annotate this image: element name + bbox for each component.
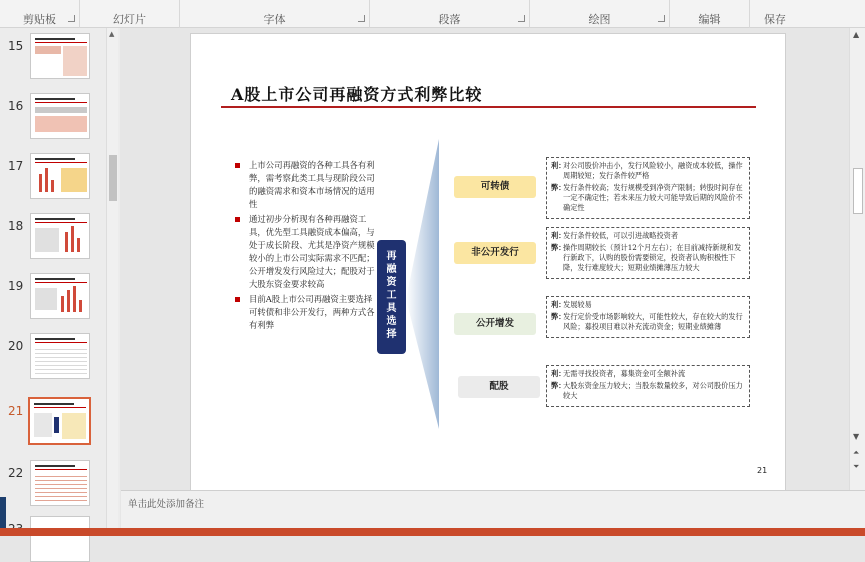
ribbon-group-font[interactable] <box>180 0 370 28</box>
ribbon-group-paragraph[interactable] <box>370 0 530 28</box>
dialog-launcher-icon[interactable] <box>358 15 365 22</box>
slide-thumbnail[interactable] <box>0 153 105 205</box>
dialog-launcher-icon[interactable] <box>518 15 525 22</box>
slide-number: 22 <box>8 466 24 480</box>
slide-canvas[interactable] <box>190 33 786 508</box>
bullet-marker-icon <box>235 297 240 302</box>
slide-number: 18 <box>8 219 24 233</box>
ribbon-group-label: 保存 <box>764 13 786 26</box>
tool-label-convertible[interactable]: 可转债 <box>454 176 536 198</box>
pros-marker: 利： <box>551 369 566 378</box>
slide-editor <box>121 28 849 490</box>
ribbon-group-drawing[interactable] <box>530 0 670 28</box>
cons-text: 大股东资金压力较大；当股东数量较多，对公司股价压力较大 <box>563 381 743 400</box>
status-bar <box>0 528 865 536</box>
bullet-marker-icon <box>235 163 240 168</box>
ribbon-group-label: 字体 <box>263 13 286 26</box>
center-label-box[interactable] <box>377 240 406 354</box>
slide-page-number: 21 <box>757 466 768 475</box>
dialog-launcher-icon[interactable] <box>68 15 75 22</box>
slide-thumbnail-image[interactable] <box>30 213 90 259</box>
tool-note-rights-issue[interactable] <box>546 365 750 407</box>
slide-thumbnail-image[interactable] <box>30 460 90 506</box>
cons-text: 操作周期较长（预计12个月左右）；在目前减持新规和发行新政下，认购的股份需要锁定，投资者认购积极性下降，发行难度较大；短期业绩摊薄压力较大 <box>563 243 742 272</box>
slide-thumbnail[interactable] <box>0 333 105 385</box>
tool-note-convertible[interactable] <box>546 157 750 219</box>
slide-thumbnail-image[interactable] <box>30 33 90 79</box>
previous-slide-icon[interactable]: ⏶ <box>853 448 860 457</box>
cons-text: 发行条件较高；发行规模受到净资产限制；转股时间存在一定不确定性；若未来压力较大可能导致后期的风险价不确定性 <box>563 183 743 212</box>
cons-marker: 弊： <box>551 243 566 252</box>
pros-text: 发展较易 <box>563 300 592 309</box>
ribbon-group-save[interactable] <box>750 0 800 28</box>
notes-placeholder[interactable]: 单击此处添加备注 <box>128 499 205 510</box>
cons-marker: 弊： <box>551 183 566 192</box>
cons-marker: 弊： <box>551 312 566 321</box>
bullet-text: 目前A股上市公司再融资主要选择可转债和非公开发行，两种方式各有利弊 <box>249 294 375 330</box>
bullet-item <box>235 159 375 211</box>
pros-marker: 利： <box>551 231 566 240</box>
slide-number: 16 <box>8 99 24 113</box>
ribbon-group-label: 幻灯片 <box>113 13 146 26</box>
thumbnail-scrollbar[interactable] <box>106 28 118 528</box>
slide-number: 17 <box>8 159 24 173</box>
slide-thumbnail[interactable] <box>0 516 105 528</box>
slide-number: 19 <box>8 279 24 293</box>
slide-thumbnail-image[interactable] <box>28 397 91 445</box>
pros-marker: 利： <box>551 161 566 170</box>
ribbon-group-editing[interactable] <box>670 0 750 28</box>
pros-marker: 利： <box>551 300 566 309</box>
slide-thumbnail[interactable] <box>0 213 105 265</box>
center-label: 再融资工具选择 <box>386 251 397 340</box>
slide-thumbnail-image[interactable] <box>30 516 90 562</box>
scroll-up-icon[interactable]: ▲ <box>853 30 860 39</box>
pros-text: 发行条件较低，可以引进战略投资者 <box>563 231 679 240</box>
notes-pane[interactable] <box>121 490 865 528</box>
slide-thumbnail-image[interactable] <box>30 93 90 139</box>
next-slide-icon[interactable]: ⏷ <box>853 462 860 471</box>
title-divider <box>221 106 756 108</box>
ribbon-group-slides[interactable] <box>80 0 180 28</box>
ribbon-group-label: 编辑 <box>698 13 721 26</box>
bullet-item <box>235 293 375 332</box>
slide-number: 15 <box>8 39 24 53</box>
slide-thumbnail-active[interactable] <box>0 398 105 450</box>
dialog-launcher-icon[interactable] <box>658 15 665 22</box>
slide-thumbnail-image[interactable] <box>30 333 90 379</box>
slide-thumbnail[interactable] <box>0 460 105 512</box>
slide-thumbnail[interactable] <box>0 33 105 85</box>
slide-thumbnail-image[interactable] <box>30 273 90 319</box>
ribbon <box>0 0 865 28</box>
tool-label-public-offering[interactable]: 公开增发 <box>454 313 536 335</box>
slide-thumbnail-pane <box>0 28 120 528</box>
editor-scrollbar[interactable] <box>849 28 865 490</box>
bullet-text: 通过初步分析现有各种再融资工具，优先型工具融资成本偏高，与处于成长阶段、尤其是净资产规模较小的上市公司实际需求不匹配；公开增发发行风险过大；配股对于大股东资金要求较高 <box>249 214 375 289</box>
tool-note-private-placement[interactable] <box>546 227 750 279</box>
scroll-up-icon[interactable]: ▲ <box>109 30 115 38</box>
ribbon-group-label: 段落 <box>438 13 461 26</box>
tool-label-private-placement[interactable]: 非公开发行 <box>454 242 536 264</box>
tool-note-public-offering[interactable] <box>546 296 750 338</box>
bullet-item <box>235 213 375 291</box>
ribbon-group-label: 剪贴板 <box>23 13 56 26</box>
slide-number: 21 <box>8 404 24 418</box>
cons-text: 发行定价受市场影响较大，可能性较大，存在较大的发行风险；募投项目难以补充流动资金；短期业绩摊薄 <box>563 312 743 331</box>
pros-text: 对公司股价冲击小，发行风险较小，融资成本较低，操作周期较短；发行条件较严格 <box>563 161 743 180</box>
slide-number: 20 <box>8 339 24 353</box>
scrollbar-thumb[interactable] <box>109 155 117 201</box>
bullet-marker-icon <box>235 217 240 222</box>
pros-text: 无需寻找投资者，募集资金可全额补流 <box>563 369 686 378</box>
slide-thumbnail[interactable] <box>0 273 105 325</box>
slide-thumbnail[interactable] <box>0 93 105 145</box>
cons-marker: 弊： <box>551 381 566 390</box>
window-edge <box>0 497 6 528</box>
tool-label-rights-issue[interactable]: 配股 <box>458 376 540 398</box>
ribbon-group-clipboard[interactable] <box>0 0 80 28</box>
scroll-down-icon[interactable]: ▼ <box>853 432 860 441</box>
scrollbar-thumb[interactable] <box>853 168 863 214</box>
bullet-list[interactable] <box>235 159 375 334</box>
ribbon-group-label: 绘图 <box>588 13 611 26</box>
slide-thumbnail-image[interactable] <box>30 153 90 199</box>
bullet-text: 上市公司再融资的各种工具各有利弊，需考察此类工具与现阶段公司的融资需求和资本市场情况的适用性 <box>249 160 375 209</box>
slide-title[interactable]: A股上市公司再融资方式利弊比较 <box>231 85 483 104</box>
